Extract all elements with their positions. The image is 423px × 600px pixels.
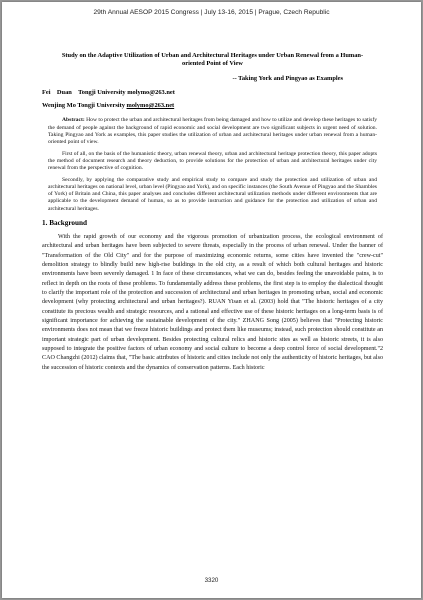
author-line-2 xyxy=(42,102,383,109)
author-name: Wenjing Mo Tongji University xyxy=(42,102,127,110)
section-heading: 1. Background xyxy=(42,218,88,227)
author-email-link[interactable]: molymo@263.net xyxy=(126,102,175,110)
body-paragraph-1: With the rapid growth of our economy and the vigorous promotion of urbanization process, the ecological environment of architectural and urban heritages have been subjected to severe threats, especially in the process of urban renewal. Under the banner of "Transformation of the Old City" and for the purpose of maximizing economic returns, some cities have invented the "crew-cut" demolition strategy to blindly build new high-rise buildings in the old city, as a result of which both cultural heritages and historic environments have been severely damaged. 1 In face of these circumstances, what we can do, besides feeling the unavoidable pains, is to reflect in depth on the roots of these problems. To fundamentally address these problems, the first step is to employ the dialectical thought to clarify the important role of the protection and succession of architectural and urban heritages in promoting urban, social and economic development (why protecting architectural and urban heritages?). RUAN Yisan et al. (2003) hold that "The historic heritages of a city constitute its precious wealth and strategic resources, and a rational and effective use of these historic heritages on a long-term basis is of significant importance for achieving the sustainable development of the city." ZHANG Song (2005) believes that "Protecting historic environments does not mean that we freeze historic buildings and protect them like museums; instead, such protection should constitute an important strategic part of urban development. Besides protecting cultural relics and historic sites as well as historic streets, it is also supposed to integrate the positive factors of urban economy and social culture to become a deep control force of social development."2 CAO Changzhi (2012) claims that, "The basic attributes of historic and cities include not only the authenticity of historic heritages, but also the succession of historic contexts and the dynamics of conservation patterns. Each historic xyxy=(42,233,383,371)
paper-content xyxy=(42,52,383,373)
body-text xyxy=(42,233,383,373)
paper-title: Study on the Adaptive Utilization of Urban and Architectural Heritages under Urban Renewal from a Human-oriented Point of View xyxy=(61,52,364,68)
page-number: 3320 xyxy=(204,577,219,584)
abstract-label: Abstract: xyxy=(62,117,85,124)
document-page xyxy=(2,2,421,598)
abstract-paragraph-1 xyxy=(48,117,377,146)
abstract-paragraph-3: Secondly, by applying the comparative study and empirical study to compare and study the protection and utilization of urban and architectural heritages on national level, urban level (Pingyao and York), and on specific instances (the South Avenue of Pingyao and the Shambles of York) of Britain and China, this paper analyses and concludes different architectural utilization methods under different environments that are applicable to the development demand of human, so as to provide instruction and guidance for the protection and utilization of urban and architectural heritages. xyxy=(48,176,377,212)
abstract xyxy=(48,117,377,212)
running-header: 29th Annual AESOP 2015 Congress | July 13-16, 2015 | Prague, Czech Republic xyxy=(93,9,330,16)
author-line-1: Fei Duan Tongji University molymo@263.net xyxy=(42,89,175,97)
abstract-paragraph-2: First of all, on the basis of the humanistic theory, urban renewal theory, urban and architectural heritage protection theory, this paper adopts the method of document research and theory deduction, to provide solutions for the protection of urban and architectural heritages under city renewal from the perspective of cognition. xyxy=(48,150,377,172)
abstract-text-1: How to protect the urban and architectural heritages from being damaged and how to utilize and develop these heritages to satisfy the demand of people against the background of rapid economic and social development are two significant subjects in urgent need of solution. Taking Pingyao and York as examples, this paper studies the utilization of urban and architectural heritages under urban renewal from a human-oriented point of view. xyxy=(48,117,377,146)
paper-subtitle: -- Taking York and Pingyao as Examples xyxy=(232,75,343,83)
